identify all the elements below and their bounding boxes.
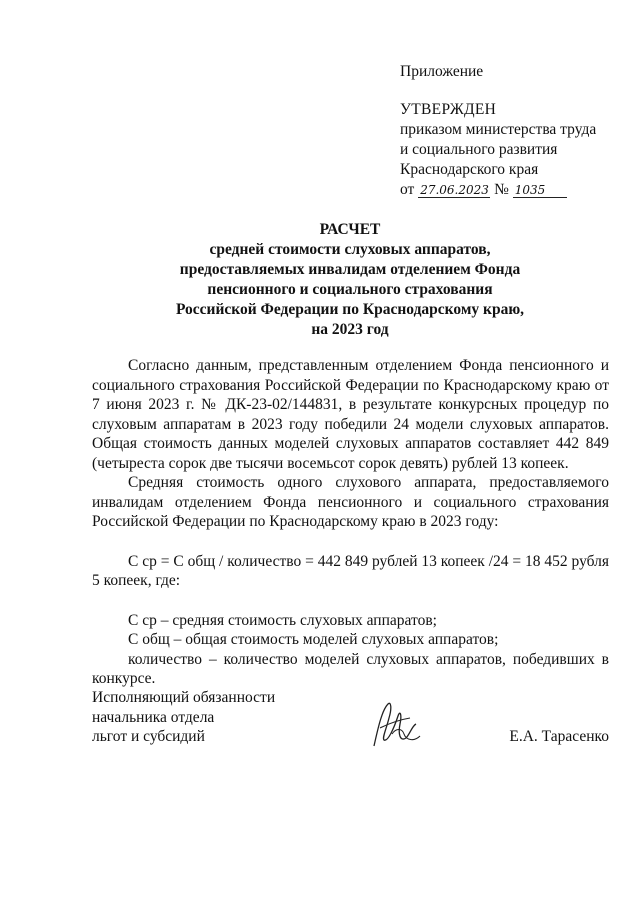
definition-3: количество – количество моделей слуховых аппаратов, победивших в конкурсе. [92,650,609,687]
approval-line-3: Краснодарского края [400,161,539,178]
document-body [92,356,609,689]
date-prefix: от [400,181,415,198]
handwritten-signature-icon [364,698,424,753]
definition-1: С ср – средняя стоимость слуховых аппаратов; [128,611,437,629]
title-line-1: РАСЧЕТ [319,221,381,238]
approval-date-line [400,180,620,200]
approval-line-2: и социального развития [400,141,558,158]
title-line-3: предоставляемых инвалидам отделением Фонда [179,261,521,278]
signature-block [92,688,609,758]
position-line-2: начальника отдела [92,708,215,726]
body-paragraph-2: Средняя стоимость одного слухового аппарата, предоставляемого инвалидам отделением Фонда пенсионного и социального страхования Российской Федерации по Краснодарскому краю в 2023 году: [92,474,609,530]
title-line-2: средней стоимости слуховых аппаратов, [209,241,491,258]
position-line-3: льгот и субсидий [92,728,205,745]
approval-line-1: приказом министерства труда [400,121,597,138]
definition-2: С общ – общая стоимость моделей слуховых аппаратов; [128,631,499,648]
title-line-6: на 2023 год [311,321,389,338]
body-paragraph-1: Согласно данным, представленным отделением Фонда пенсионного и социального страхования Российской Федерации по Краснодарскому краю от 7 июня 2023 г. № ДК-23-02/144831, в результате конкурсных процедур по слуховым аппаратам в 2023 году победили 24 модели слуховых аппаратов. Общая стоимость данных моделей слуховых аппаратов составляет 442 849 (четыреста сорок две тысячи восемьсот сорок девять) рублей 13 копеек. [92,357,609,472]
signatory-name: Е.А. Тарасенко [509,728,609,745]
document-title [150,220,550,340]
title-line-4: пенсионного и социального страхования [207,281,493,298]
handwritten-date: 27.06.2023 [420,183,489,197]
appendix-label: Приложение [400,63,484,80]
signatory-position [92,688,312,747]
number-prefix: № [494,181,509,198]
position-line-1: Исполняющий обязанности [92,689,276,706]
formula-paragraph: С ср = С общ / количество = 442 849 рублей 13 копеек /24 = 18 452 рубля 5 копеек, где: [92,552,609,589]
handwritten-number: 1035 [513,183,567,198]
approved-label: УТВЕРЖДЕН [400,101,497,118]
approval-block [400,62,620,200]
title-line-5: Российской Федерации по Краснодарскому краю, [175,301,525,318]
